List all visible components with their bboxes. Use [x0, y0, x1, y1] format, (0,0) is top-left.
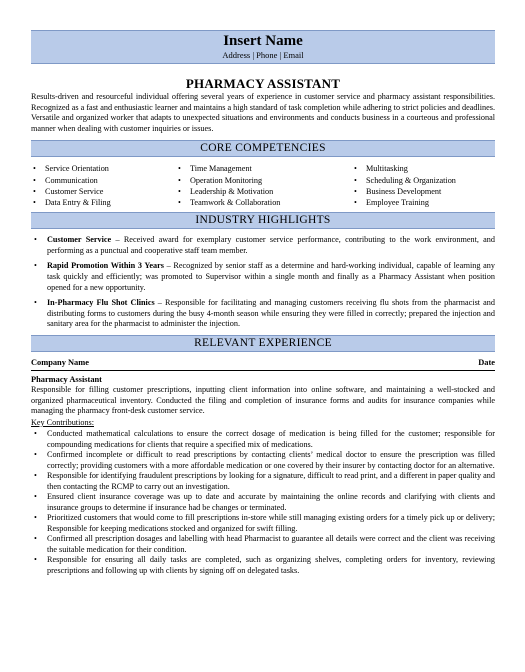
competency-item: • Teamwork & Collaboration: [176, 197, 352, 208]
contribution-item: • Responsible for ensuring all daily tasks are completed, such as organizing shelves, completing orders for inventory, reviewing prescriptions and following up with clients by signing off on delegated tasks.: [31, 555, 495, 576]
competencies-column-2: [176, 163, 352, 208]
contributions-list: [31, 429, 495, 576]
highlight-item: [31, 261, 495, 293]
job-date: Date: [478, 357, 495, 367]
competency-item: • Customer Service: [31, 186, 176, 197]
highlight-lead: Rapid Promotion Within 3 Years: [47, 261, 164, 271]
job-header-row: [31, 358, 495, 371]
highlight-lead: In-Pharmacy Flu Shot Clinics: [47, 298, 155, 308]
competencies-list: [31, 163, 495, 208]
contribution-item: • Responsible for identifying fraudulent prescriptions by looking for a signature, difficult to read print, and a different in paper quality and then contacting the RCMP to carry out an investigation.: [31, 471, 495, 492]
highlight-text: – Responsible for facilitating and managing customers receiving flu shots from the pharmacist and distributing forms to customers during the busy 4-month season while ensuring they were filled in correctly; prepared the injection and sanitary area for the pharmacist to administer the injection.: [47, 298, 495, 329]
competency-item: • Service Orientation: [31, 163, 176, 174]
contribution-item: • Confirmed all prescription dosages and labelling with head Pharmacist to guarantee all details were correct and the client was receiving the suitable medication for their condition.: [31, 534, 495, 555]
highlights-list: [31, 235, 495, 330]
competency-item: • Multitasking: [352, 163, 495, 174]
section-heading-highlights: INDUSTRY HIGHLIGHTS: [31, 212, 495, 229]
competency-item: • Employee Training: [352, 197, 495, 208]
competencies-column-3: [352, 163, 495, 208]
highlight-text: – Received award for exemplary customer service performance, contributing to the work environment, and performing as a punctual and cooperative staff team member.: [47, 235, 495, 255]
highlight-lead: Customer Service: [47, 235, 112, 245]
candidate-name: Insert Name: [223, 33, 303, 49]
competency-item: • Time Management: [176, 163, 352, 174]
competency-item: • Business Development: [352, 186, 495, 197]
competency-item: • Leadership & Motivation: [176, 186, 352, 197]
section-heading-experience: RELEVANT EXPERIENCE: [31, 335, 495, 352]
contribution-item: • Confirmed incomplete or difficult to read prescriptions by contacting clients’ medical doctor to ensure the prescription was filled correctly; providing customers with a more affordable medication or one covered by their insurer by contacting doctor for an alternative.: [31, 450, 495, 471]
competency-item: • Scheduling & Organization: [352, 175, 495, 186]
job-title: PHARMACY ASSISTANT: [185, 76, 341, 91]
competency-item: • Communication: [31, 175, 176, 186]
responsibilities-paragraph: Responsible for filling customer prescriptions, inputting client information into online software, and maintaining a well-stocked and organized pharmaceutical inventory. Conducted the filing and completion of insurance forms and audits for insurance companies while managing the pharmacy front-desk customer service.: [31, 385, 495, 416]
highlight-item: [31, 235, 495, 256]
competency-item: • Data Entry & Filing: [31, 197, 176, 208]
resume-page: [31, 30, 495, 576]
section-heading-competencies: CORE COMPETENCIES: [31, 140, 495, 157]
contribution-item: • Conducted mathematical calculations to ensure the correct dosage of medication is being filled for the customer; responsible for compounding medications for clients that require a specified mix of medications.: [31, 429, 495, 450]
role-title: Pharmacy Assistant: [31, 374, 102, 384]
summary-paragraph: Results-driven and resourceful individual offering several years of experience in customer service and pharmacy assistant responsibilities. Recognized as a fast and enthusiastic learner and maintains a high standard of task completion while adhering to strict policies and deadlines. Versatile and organized worker that adapts to unexpected situations and environments and conducts business in a courteous and professional manner when dealing with customer inquiries or issues.: [31, 92, 495, 133]
highlight-item: [31, 298, 495, 330]
company-name: Company Name: [31, 357, 89, 367]
highlight-text: – Recognized by senior staff as a determine and hard-working individual, capable of learning any task quickly and efficiently; was promoted to Supervisor within a single month and finally as a Pharmacy Assistant when position opened for a new opportunity.: [47, 261, 495, 292]
contribution-item: • Ensured client insurance coverage was up to date and accurate by maintaining the online records and clarifying with clients and insurance groups to determine if insurance had be changes or terminated.: [31, 492, 495, 513]
header-band: [31, 30, 495, 64]
competencies-column-1: [31, 163, 176, 208]
contribution-item: • Prioritized customers that would come to fill prescriptions in-store while still managing existing orders for a timely pick up or delivery; Responsible for keeping medications stocked and organized for swift filling.: [31, 513, 495, 534]
key-contributions-label: Key Contributions:: [31, 417, 94, 427]
competency-item: • Operation Monitoring: [176, 175, 352, 186]
contact-line: Address | Phone | Email: [222, 50, 304, 60]
